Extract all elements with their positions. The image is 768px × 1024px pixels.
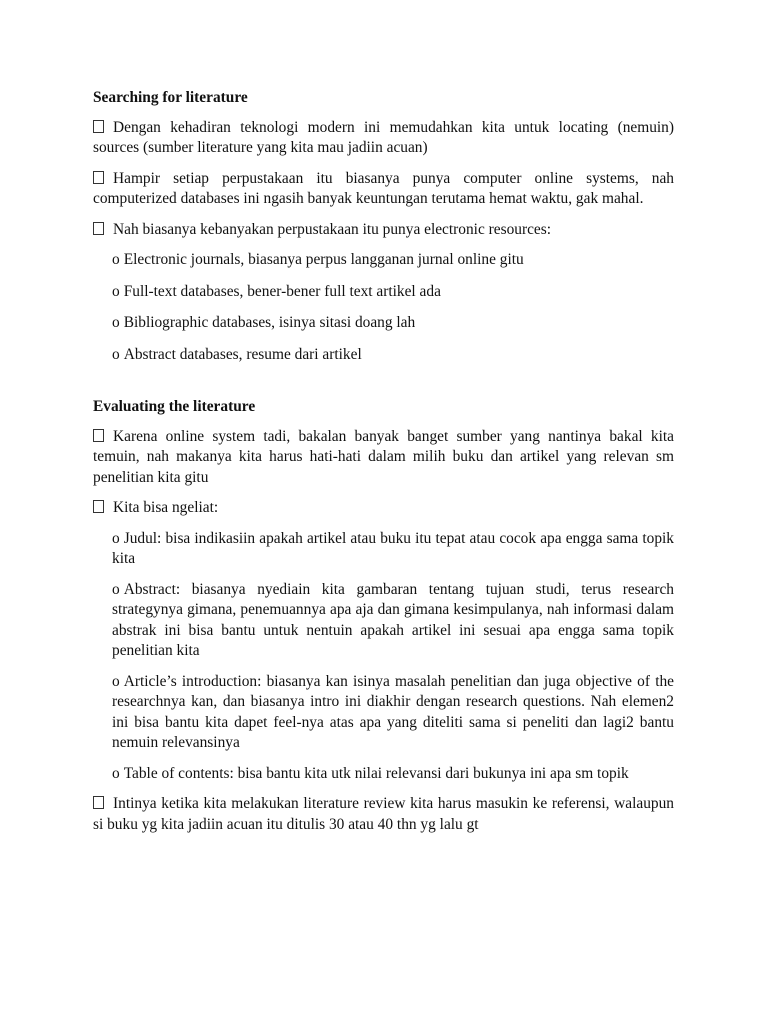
sub-list-item (112, 580, 674, 662)
section-heading-searching: Searching for literature (93, 89, 248, 106)
bullet-paragraph (93, 498, 674, 519)
bullet-paragraph (93, 427, 674, 489)
sub-item-text: Abstract: biasanya nyediain kita gambaran tentang tujuan studi, terus research strategynya gimana, penemuannya apa aja dan gimana kesimpulanya, nah informasi dalam abstrak ini bisa bantu untuk nentuin apakah artikel ini sesuai apa engga sama topik penelitian kita (112, 580, 674, 659)
sub-list-item (112, 282, 674, 303)
sub-bullet-marker: o (112, 764, 120, 782)
sub-bullet-marker: o (112, 580, 120, 598)
sub-item-text: Abstract databases, resume dari artikel (123, 345, 362, 363)
bullet-text: Hampir setiap perpustakaan itu biasanya punya computer online systems, nah computerized databases ini ngasih banyak keuntungan terutama hemat waktu, gak mahal. (93, 169, 674, 207)
bullet-box-icon (93, 171, 104, 184)
sub-bullet-marker: o (112, 672, 120, 690)
bullet-text: Dengan kehadiran teknologi modern ini memudahkan kita untuk locating (nemuin) sources (sumber literature yang kita mau jadiin acuan) (93, 118, 674, 156)
sub-list-item (112, 672, 674, 754)
section-heading-evaluating: Evaluating the literature (93, 398, 256, 415)
sub-bullet-marker: o (112, 314, 120, 331)
sub-list-item (112, 529, 674, 570)
bullet-paragraph (93, 169, 674, 210)
sub-bullet-marker: o (112, 529, 120, 547)
sub-item-text: Electronic journals, biasanya perpus langganan jurnal online gitu (123, 251, 524, 268)
bullet-box-icon (93, 429, 104, 442)
bullet-text: Kita bisa ngeliat: (113, 499, 219, 516)
sub-list-item (112, 313, 674, 334)
sub-item-text: Full-text databases, bener-bener full text artikel ada (123, 282, 441, 300)
bullet-box-icon (93, 222, 104, 235)
sub-list-item (112, 250, 674, 271)
bullet-text: Karena online system tadi, bakalan banyak banget sumber yang nantinya bakal kita temuin, nah makanya kita harus hati-hati dalam milih buku dan artikel yang relevan sm penelitian kita gitu (93, 427, 674, 486)
sub-bullet-marker: o (112, 282, 120, 300)
sub-bullet-marker: o (112, 251, 120, 268)
document-body (93, 88, 674, 845)
bullet-text: Nah biasanya kebanyakan perpustakaan itu punya electronic resources: (113, 220, 552, 238)
bullet-paragraph (93, 220, 674, 241)
bullet-paragraph (93, 794, 674, 835)
sub-item-text: Table of contents: bisa bantu kita utk nilai relevansi dari bukunya ini apa sm topik (123, 764, 629, 782)
bullet-box-icon (93, 500, 104, 513)
sub-bullet-marker: o (112, 345, 120, 363)
sub-item-text: Bibliographic databases, isinya sitasi doang lah (123, 314, 416, 331)
sub-item-text: Article’s introduction: biasanya kan isinya masalah penelitian dan juga objective of the researchnya kan, dan biasanya intro ini diakhir dengan research questions. Nah elemen2 ini bisa bantu kita dapet feel-nya atas apa yang diteliti sama si peneliti dan lagi2 bantu nemuin relevansinya (112, 672, 674, 751)
sub-list-item (112, 345, 674, 366)
sub-item-text: Judul: bisa indikasiin apakah artikel atau buku itu tepat atau cocok apa engga sama topik kita (112, 529, 674, 567)
bullet-paragraph (93, 118, 674, 159)
bullet-box-icon (93, 796, 104, 809)
bullet-text: Intinya ketika kita melakukan literature review kita harus masukin ke referensi, walaupun si buku yg kita jadiin acuan itu ditulis 30 atau 40 thn yg lalu gt (93, 795, 674, 833)
bullet-box-icon (93, 120, 104, 133)
sub-list-item (112, 764, 674, 785)
